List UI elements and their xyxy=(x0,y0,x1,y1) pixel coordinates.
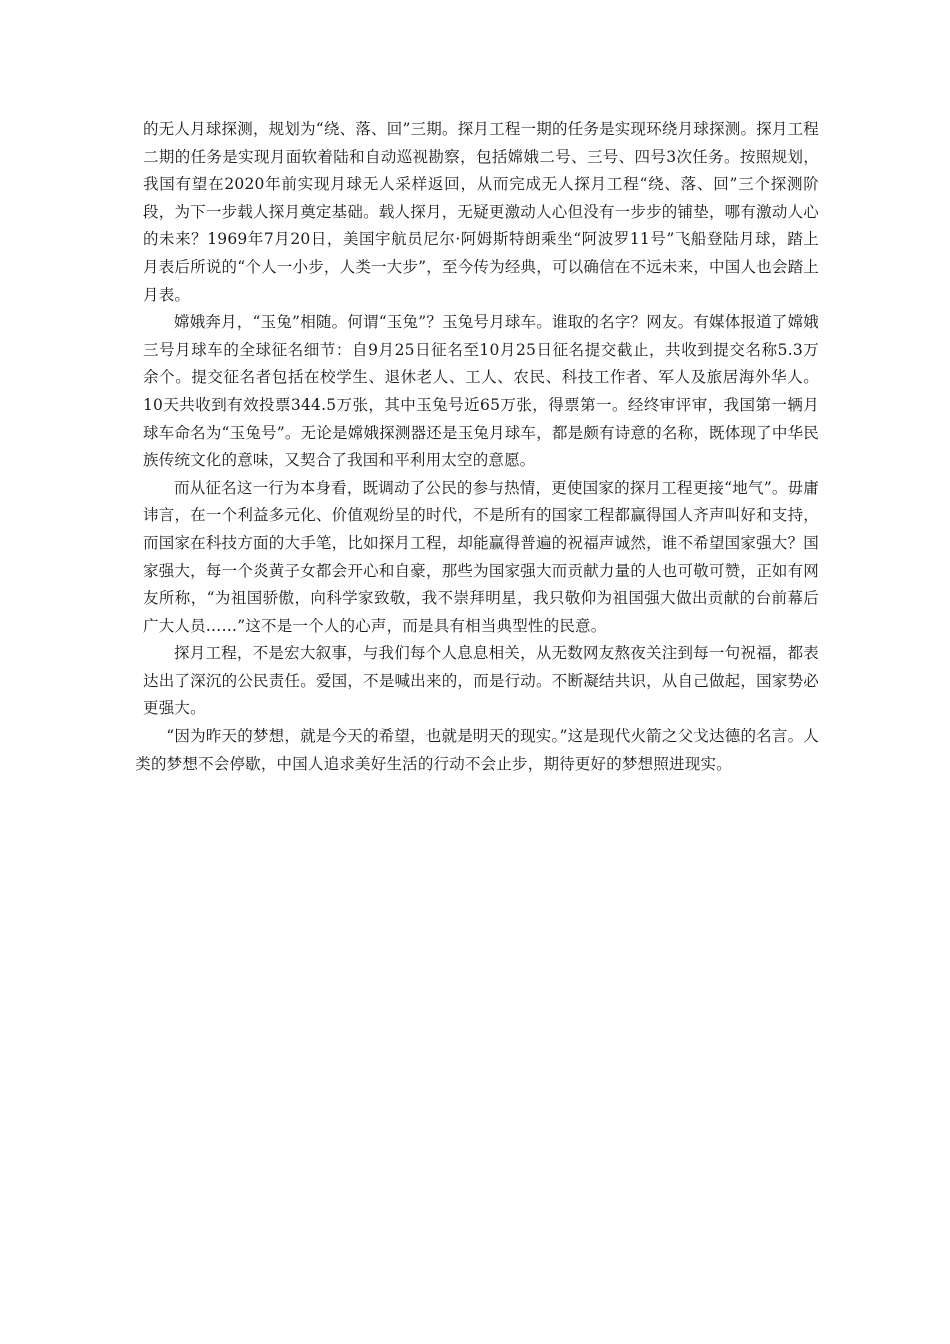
paragraph-2: 嫦娥奔月，“玉兔”相随。何谓“玉兔”？玉兔号月球车。谁取的名字？网友。有媒体报道了嫦娥三号月球车的全球征名细节：自9月25日征名至10月25日征名提交截止，共收到提交名称5.3万余个。提交征名者包括在校学生、退休老人、工人、农民、科技工作者、军人及旅居海外华人。10天共收到有效投票344.5万张，其中玉兔号近65万张，得票第一。经终审评审，我国第一辆月球车命名为“玉兔号”。无论是嫦娥探测器还是玉兔月球车，都是颇有诗意的名称，既体现了中华民族传统文化的意味，又契合了我国和平利用太空的意愿。 xyxy=(143,313,819,470)
paragraph-1: 的无人月球探测，规划为“绕、落、回”三期。探月工程一期的任务是实现环绕月球探测。探月工程二期的任务是实现月面软着陆和自动巡视勘察，包括嫦娥二号、三号、四号3次任务。按照规划，我国有望在2020年前实现月球无人采样返回，从而完成无人探月工程“绕、落、回”三个探测阶段，为下一步载人探月奠定基础。载人探月，无疑更激动人心但没有一步步的铺垫，哪有激动人心的未来？1969年7月20日，美国宇航员尼尔·阿姆斯特朗乘坐“阿波罗11号”飞船登陆月球，踏上月表后所说的“个人一小步，人类一大步”，至今传为经典，可以确信在不远未来，中国人也会踏上月表。 xyxy=(143,120,819,304)
document-body xyxy=(135,116,819,778)
paragraph-3: 而从征名这一行为本身看，既调动了公民的参与热情，更使国家的探月工程更接“地气”。毋庸讳言，在一个利益多元化、价值观纷呈的时代，不是所有的国家工程都赢得国人齐声叫好和支持，而国家在科技方面的大手笔，比如探月工程，却能赢得普遍的祝福声诚然，谁不希望国家强大？国家强大，每一个炎黄子女都会开心和自豪，那些为国家强大而贡献力量的人也可敬可赞，正如有网友所称，“为祖国骄傲，向科学家致敬，我不崇拜明星，我只敬仰为祖国强大做出贡献的台前幕后广大人员……”这不是一个人的心声，而是具有相当典型性的民意。 xyxy=(143,478,819,635)
paragraph-5: “因为昨天的梦想，就是今天的希望，也就是明天的现实。”这是现代火箭之父戈达德的名言。人类的梦想不会停歇，中国人追求美好生活的行动不会止步，期待更好的梦想照进现实。 xyxy=(135,727,819,773)
paragraph-4: 探月工程，不是宏大叙事，与我们每个人息息相关，从无数网友熬夜关注到每一句祝福，都表达出了深沉的公民责任。爱国，不是喊出来的，而是行动。不断凝结共识，从自己做起，国家势必更强大。 xyxy=(143,644,819,718)
